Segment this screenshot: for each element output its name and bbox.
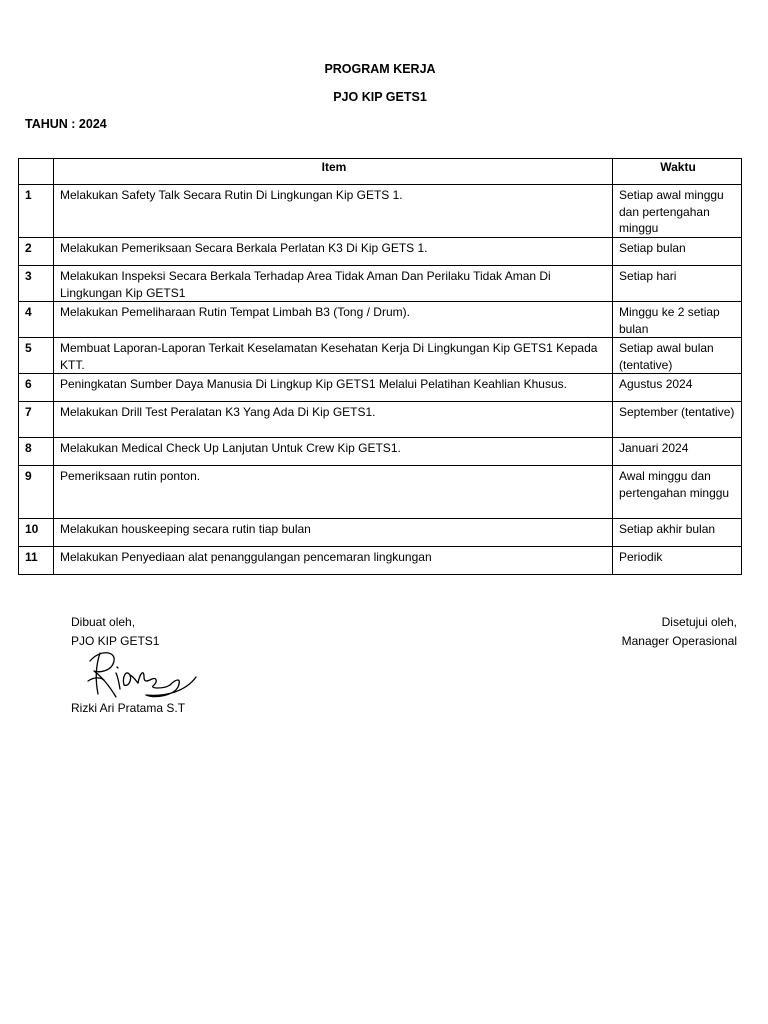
row-item: Membuat Laporan-Laporan Terkait Keselamatan Kesehatan Kerja Di Lingkungan Kip GETS1 Kepada KTT. (54, 338, 613, 374)
approved-by-block (622, 614, 737, 652)
row-item: Melakukan Penyediaan alat penanggulangan pencemaran lingkungan (54, 547, 613, 575)
table-row (19, 302, 742, 338)
table-row (19, 547, 742, 575)
document-subtitle: PJO KIP GETS1 (333, 90, 427, 104)
row-item: Melakukan Inspeksi Secara Berkala Terhadap Area Tidak Aman Dan Perilaku Tidak Aman Di Lingkungan Kip GETS1 (54, 266, 613, 302)
row-item: Melakukan Medical Check Up Lanjutan Untuk Crew Kip GETS1. (54, 438, 613, 466)
approved-by-role: Manager Operasional (621, 634, 737, 648)
prepared-by-label: Dibuat oleh, (71, 615, 136, 629)
row-item: Melakukan Drill Test Peralatan K3 Yang Ada Di Kip GETS1. (54, 402, 613, 438)
table-row (19, 438, 742, 466)
table-row (19, 266, 742, 302)
approved-by-label: Disetujui oleh, (661, 615, 737, 629)
row-waktu: Setiap bulan (613, 238, 742, 266)
column-header-number (19, 159, 54, 185)
row-waktu: Setiap hari (613, 266, 742, 302)
table-header-row (19, 159, 742, 185)
document-year: TAHUN : 2024 (25, 117, 107, 131)
table-row (19, 374, 742, 402)
row-item: Melakukan Pemeliharaan Rutin Tempat Limbah B3 (Tong / Drum). (54, 302, 613, 338)
column-header-item: Item (54, 159, 613, 185)
row-number: 3 (19, 266, 54, 302)
row-waktu: Januari 2024 (613, 438, 742, 466)
table-row (19, 185, 742, 238)
row-number: 10 (19, 519, 54, 547)
row-item: Peningkatan Sumber Daya Manusia Di Lingkup Kip GETS1 Melalui Pelatihan Keahlian Khusus. (54, 374, 613, 402)
row-waktu: Setiap awal bulan (tentative) (613, 338, 742, 374)
row-number: 2 (19, 238, 54, 266)
table-row (19, 402, 742, 438)
row-waktu: Periodik (613, 547, 742, 575)
row-number: 8 (19, 438, 54, 466)
row-waktu: Awal minggu dan pertengahan minggu (613, 466, 742, 519)
row-item: Melakukan houskeeping secara rutin tiap bulan (54, 519, 613, 547)
table-row (19, 466, 742, 519)
table-row (19, 238, 742, 266)
table-row (19, 519, 742, 547)
row-waktu: Minggu ke 2 setiap bulan (613, 302, 742, 338)
signer-name: Rizki Ari Pratama S.T (71, 701, 186, 715)
handwritten-signature (86, 647, 200, 703)
row-number: 11 (19, 547, 54, 575)
row-number: 7 (19, 402, 54, 438)
row-waktu: Setiap awal minggu dan pertengahan minggu (613, 185, 742, 238)
document-title: PROGRAM KERJA (324, 62, 436, 76)
row-item: Melakukan Safety Talk Secara Rutin Di Lingkungan Kip GETS 1. (54, 185, 613, 238)
row-number: 6 (19, 374, 54, 402)
prepared-by-role: PJO KIP GETS1 (71, 634, 160, 648)
row-waktu: September (tentative) (613, 402, 742, 438)
table-row (19, 338, 742, 374)
work-program-table (18, 158, 742, 575)
row-waktu: Agustus 2024 (613, 374, 742, 402)
row-waktu: Setiap akhir bulan (613, 519, 742, 547)
row-number: 9 (19, 466, 54, 519)
row-number: 1 (19, 185, 54, 238)
row-item: Melakukan Pemeriksaan Secara Berkala Perlatan K3 Di Kip GETS 1. (54, 238, 613, 266)
row-item: Pemeriksaan rutin ponton. (54, 466, 613, 519)
column-header-waktu: Waktu (613, 159, 742, 185)
row-number: 4 (19, 302, 54, 338)
row-number: 5 (19, 338, 54, 374)
